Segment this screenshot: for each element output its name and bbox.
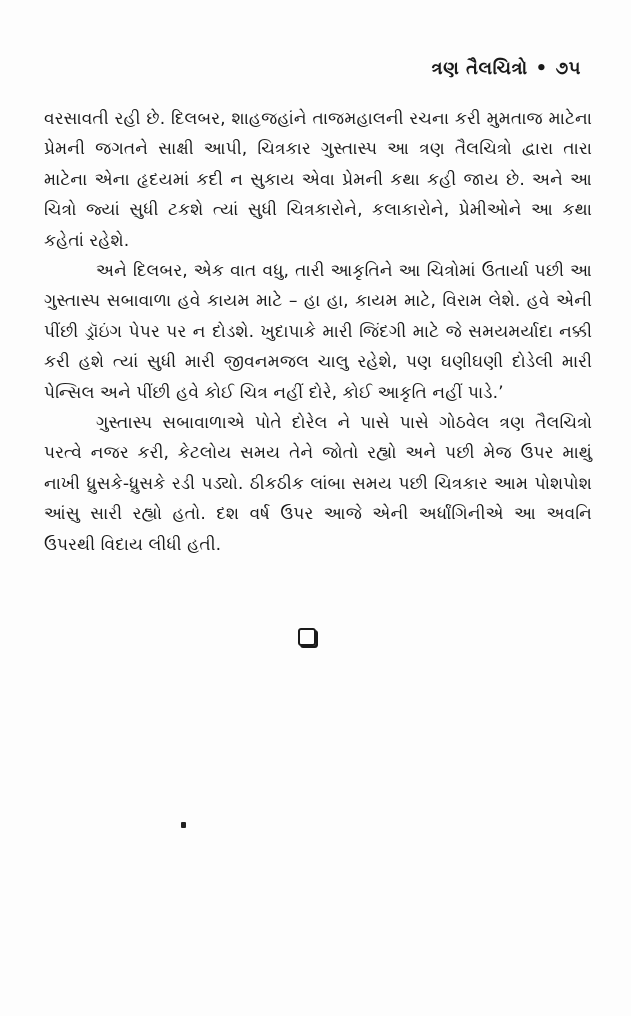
paragraph-2: અને દિલબર, એક વાત વધુ, તારી આકૃતિને આ ચિત્રોમાં ઉતાર્યા પછી આ ગુસ્તાસ્પ સબાવાળા હવે કાયમ માટે – હા હા, કાયમ માટે, વિરામ લેશે. હવે એની પીંછી ડ્રૉઇંગ પેપર પર ન દોડશે. ખુદાપાકે મારી જિંદગી માટે જે સમયમર્યાદા નક્કી કરી હશે ત્યાં સુધી મારી જીવનમજલ ચાલુ રહેશે, પણ ઘણીઘણી દોડેલી મારી પેન્સિલ અને પીંછી હવે કોઈ ચિત્ર નહીં દોરે, કોઈ આકૃતિ નહીં પાડે.’ xyxy=(44,261,592,403)
end-mark-icon xyxy=(298,628,316,646)
paragraph-3: ગુસ્તાસ્પ સબાવાળાએ પોતે દોરેલ ને પાસે પાસે ગોઠવેલ ત્રણ તૈલચિત્રો પરત્વે નજર કરી, કેટલોય સમય તેને જોતો રહ્યો અને પછી મેજ ઉપર માથું નાખી ધ્રુસકે-ધ્રુસકે રડી પડ્યો. ઠીકઠીક લાંબા સમય પછી ચિત્રકાર આમ પોશપોશ આંસુ સારી રહ્યો હતો. દશ વર્ષ ઉપર આજે એની અર્ધાંગિનીએ આ અવનિ ઉપરથી વિદાય લીધી હતી. xyxy=(44,413,592,555)
running-header xyxy=(432,58,581,79)
header-separator: • xyxy=(535,58,548,79)
book-title: ત્રણ તૈલચિત્રો xyxy=(431,58,528,79)
paragraph-1: વરસાવતી રહી છે. દિલબર, શાહજહાંને તાજમહાલની રચના કરી મુમતાજ માટેના પ્રેમની જગતને સાક્ષી આપી, ચિત્રકાર ગુસ્તાસ્પ આ ત્રણ તૈલચિત્રો દ્વારા તારા માટેના એના હૃદયમાં કદી ન સુકાય એવા પ્રેમની કથા કહી જાય છે. અને આ ચિત્રો જ્યાં સુધી ટકશે ત્યાં સુધી ચિત્રકારોને, કલાકારોને, પ્રેમીઓને આ કથા કહેતાં રહેશે. xyxy=(44,109,592,251)
page-number: ૭૫ xyxy=(555,58,581,79)
ink-speck xyxy=(181,822,186,828)
body-text xyxy=(44,104,592,560)
